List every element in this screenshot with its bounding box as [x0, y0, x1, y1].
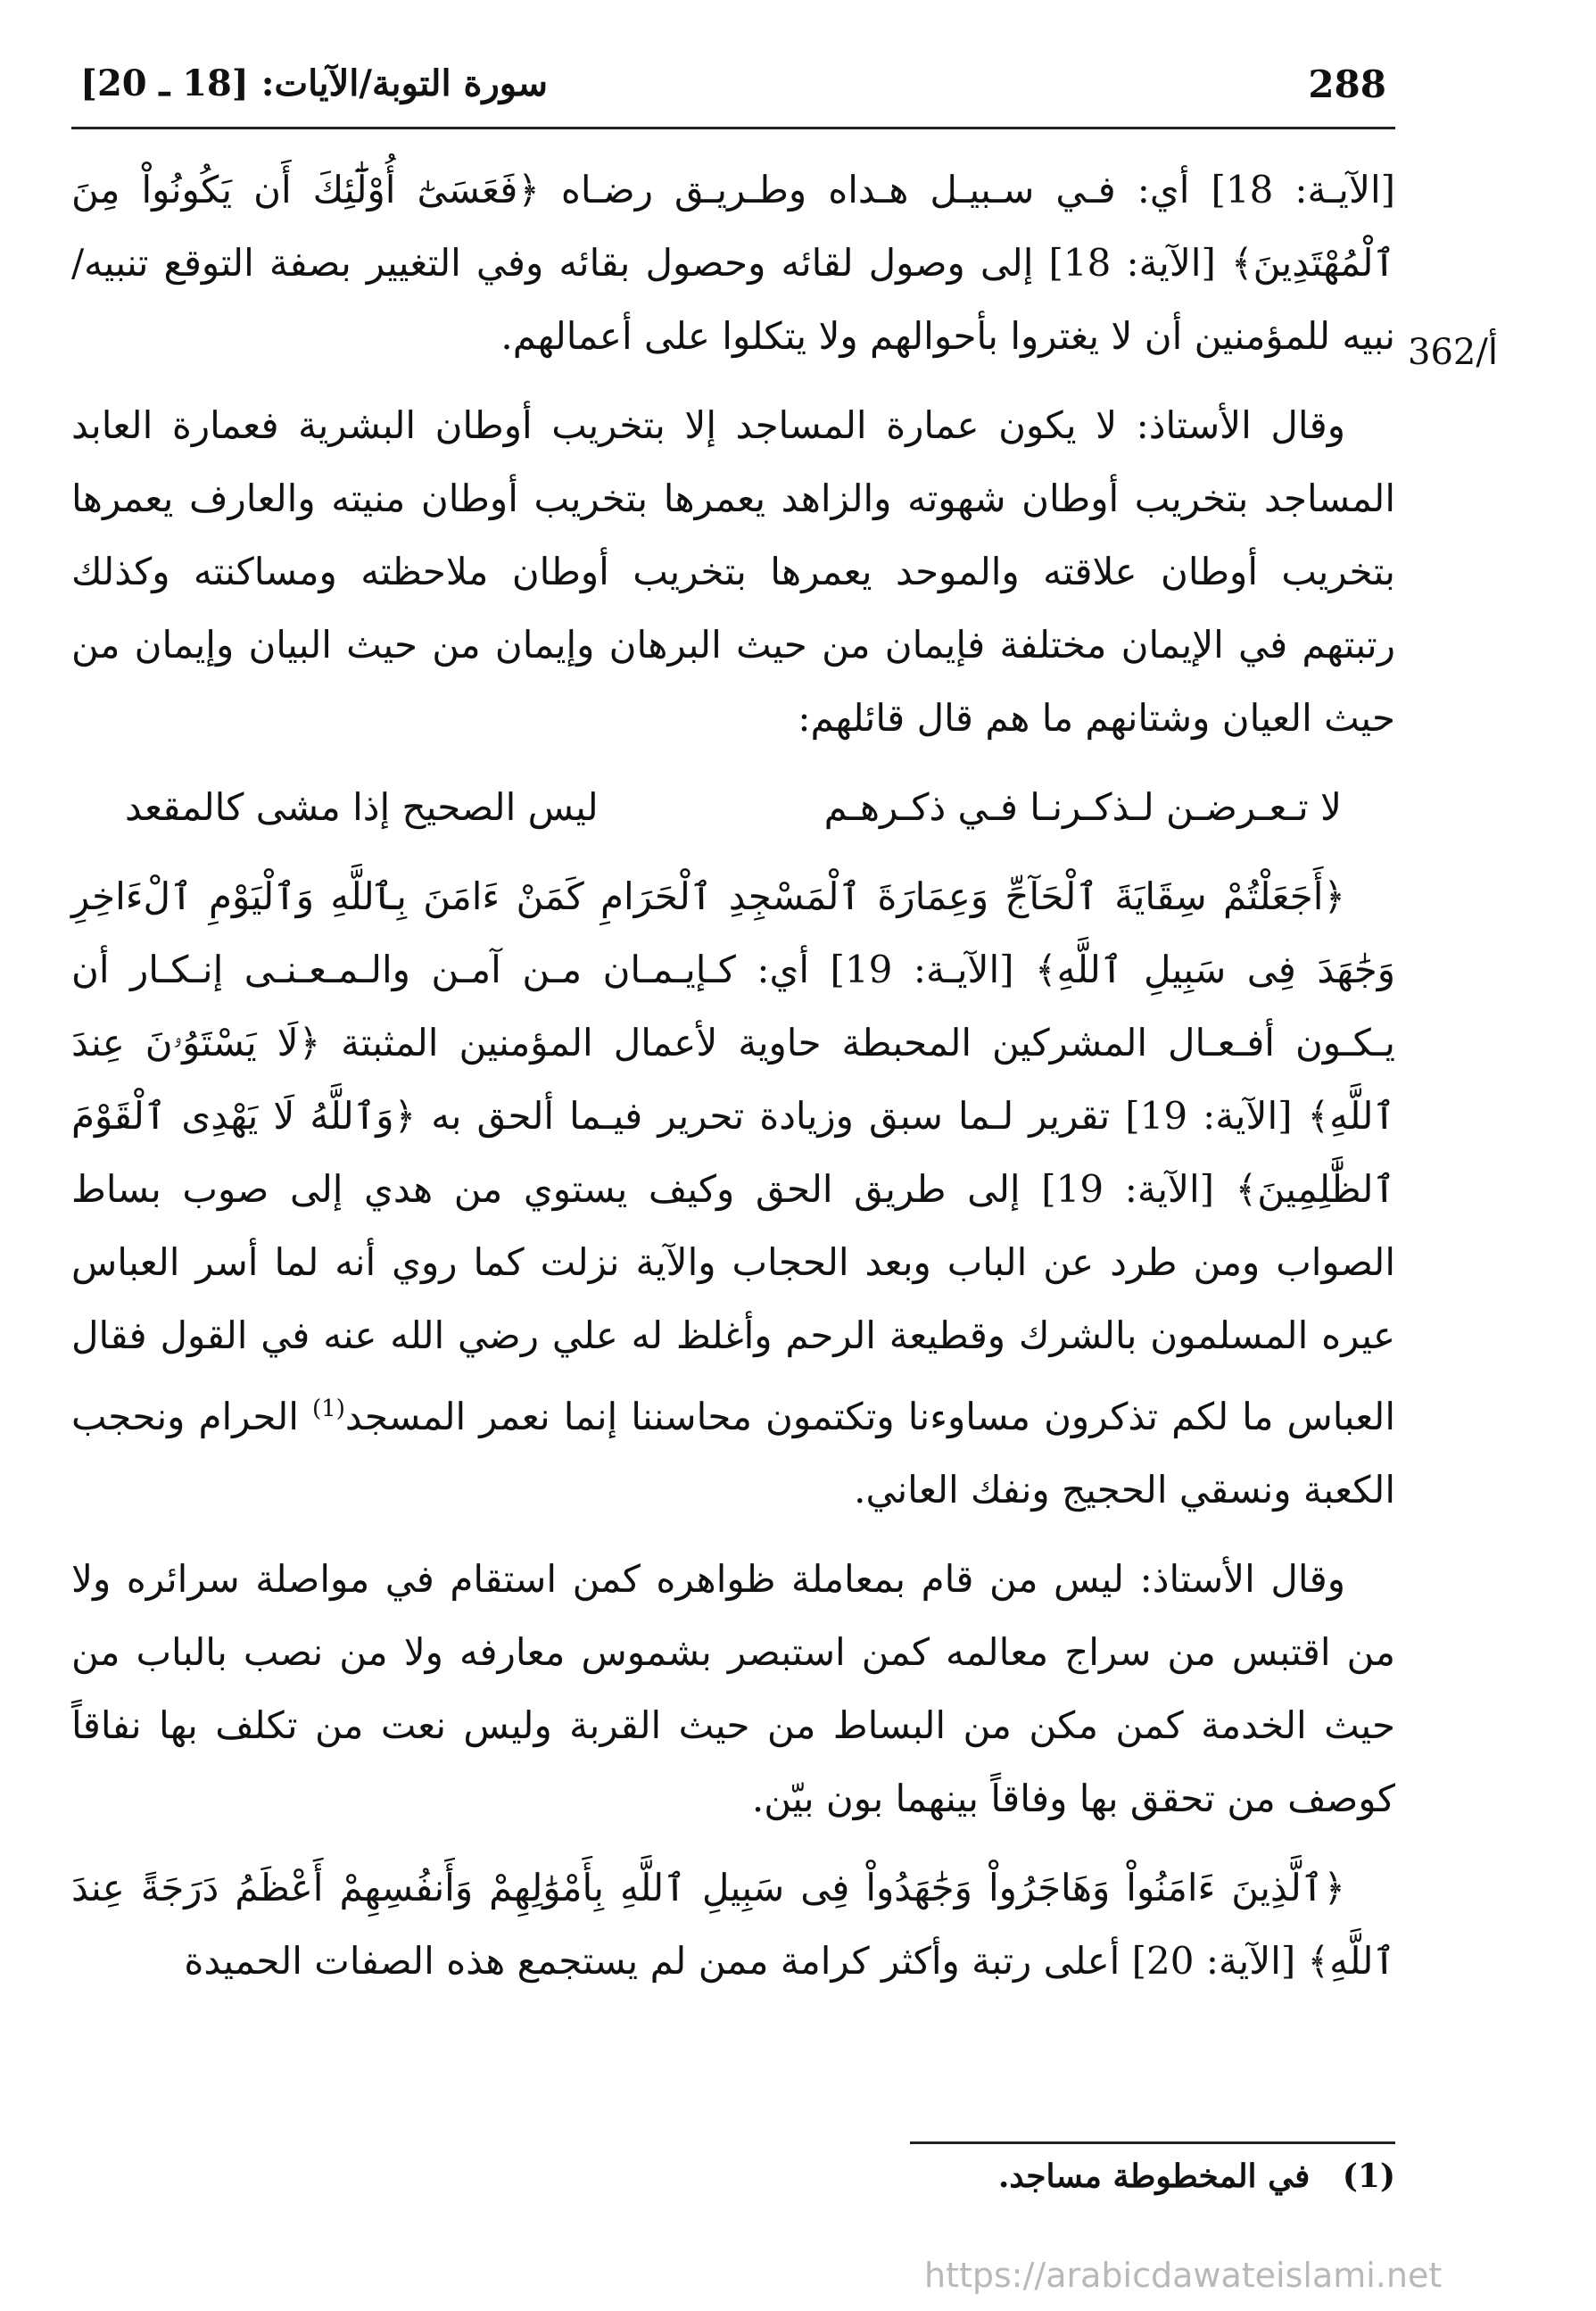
watermark-url: https://arabicdawateislami.net	[924, 2256, 1443, 2295]
paragraph-3-text: ﴿أَجَعَلْتُمْ سِقَايَةَ ٱلْحَآجِّ وَعِمَارَةَ ٱلْمَسْجِدِ ٱلْحَرَامِ كَمَنْ ءَامَنَ بِٱللَّهِ وَٱلْيَوْمِ ٱلْءَاخِرِ وَجَٰهَدَ فِى سَبِيلِ ٱللَّهِ﴾ [الآيـة: 19] أي: كـإيـمـان مـن آمـن والـمـعـنـى إنـكـار أن يـكـون أفـعـال المشركين المحبطة حاوية لأعمال المؤمنين المثبتة ﴿لَا يَسْتَوُۥنَ عِندَ ٱللَّهِ﴾ [الآية: 19] تقرير لـما سبق وزيادة تحرير فيـما ألحق به ﴿وَٱللَّهُ لَا يَهْدِى ٱلْقَوْمَ ٱلظَّٰلِمِينَ﴾ [الآية: 19] إلى طريق الحق وكيف يستوي من هدي إلى صوب بساط الصواب ومن طرد عن الباب وبعد الحجاب والآية نزلت كما روي أنه لما أسر العباس عيره المسلمون بالشرك وقطيعة الرحم وأغلظ له علي رضي الله عنه في القول فقال العباس ما لكم تذكرون مساوءنا وتكتمون محاسننا إنما نعمر المسجد	[71, 874, 1395, 1438]
paragraph-5: ﴿ٱلَّذِينَ ءَامَنُواْ وَهَاجَرُواْ وَجَٰهَدُواْ فِى سَبِيلِ ٱللَّهِ بِأَمْوَٰلِهِمْ وَأَنفُسِهِمْ أَعْظَمُ دَرَجَةً عِندَ ٱللَّهِ﴾ [الآية: 20] أعلى رتبة وأكثر كرامة ممن لم يستجمع هذه الصفات الحميدة	[71, 1866, 1395, 1983]
page-number: 288	[1308, 62, 1386, 106]
paragraph-2: وقال الأستاذ: لا يكون عمارة المساجد إلا بتخريب أوطان البشرية فعمارة العابد المساجد بتخريب أوطان شهوته والزاهد يعمرها بتخريب أوطان منيته والعارف يعمرها بتخريب أوطان علاقته والموحد يعمرها بتخريب أوطان ملاحظته ومساكنته وكذلك رتبتهم في الإيمان مختلفة فإيمان من حيث البرهان وإيمان من حيث البيان وإيمان من حيث العيان وشتانهم ما هم قال قائلهم:	[71, 403, 1395, 740]
page-header	[71, 55, 1395, 129]
footnote-divider	[910, 2141, 1395, 2144]
footnote-number: (1)	[1342, 2158, 1395, 2195]
footnote	[998, 2158, 1395, 2195]
poem-first-hemistich: لا تـعـرضـن لـذكـرنـا فـي ذكـرهـم	[823, 785, 1342, 829]
manuscript-folio-note: 362/أ	[1408, 332, 1498, 373]
paragraph-1: [الآيـة: 18] أي: فـي سـبيـل هـداه وطـريـق رضـاه ﴿فَعَسَىٰٓ أُوْلَٰٓئِكَ أَن يَكُونُواْ مِنَ ٱلْمُهْتَدِينَ﴾ [الآية: 18] إلى وصول لقائه وحصول بقائه وفي التغيير بصفة التوقع تنبيه/نبيه للمؤمنين أن لا يغتروا بأحوالهم ولا يتكلوا على أعمالهم.	[71, 168, 1396, 358]
paragraph-3-end: الحرام ونحجب الكعبة ونسقي الحجيج ونفك العاني.	[71, 1395, 1395, 1512]
paragraph-4: وقال الأستاذ: ليس من قام بمعاملة ظواهره كمن استقام في مواصلة سرائره ولا من اقتبس من سراج معالمه كمن استبصر بشموس معارفه ولا من نصب بالباب من حيث الخدمة كمن مكن من البساط من حيث القربة وليس نعت من تكلف بها نفاقاً كوصف من تحقق بها وفاقاً بينهما بون بيّن.	[71, 1557, 1395, 1820]
running-title: سورة التوبة/الآيات: [18 ـ 20]	[80, 62, 548, 104]
paragraph-3	[71, 860, 1395, 1527]
footnote-text: في المخطوطة مساجد.	[997, 2158, 1311, 2195]
poem-verse	[71, 771, 1395, 844]
poem-second-hemistich: ليس الصحيح إذا مشى كالمقعد	[125, 785, 599, 829]
footnote-marker: (1)	[311, 1396, 345, 1422]
body-text	[71, 153, 1395, 2014]
